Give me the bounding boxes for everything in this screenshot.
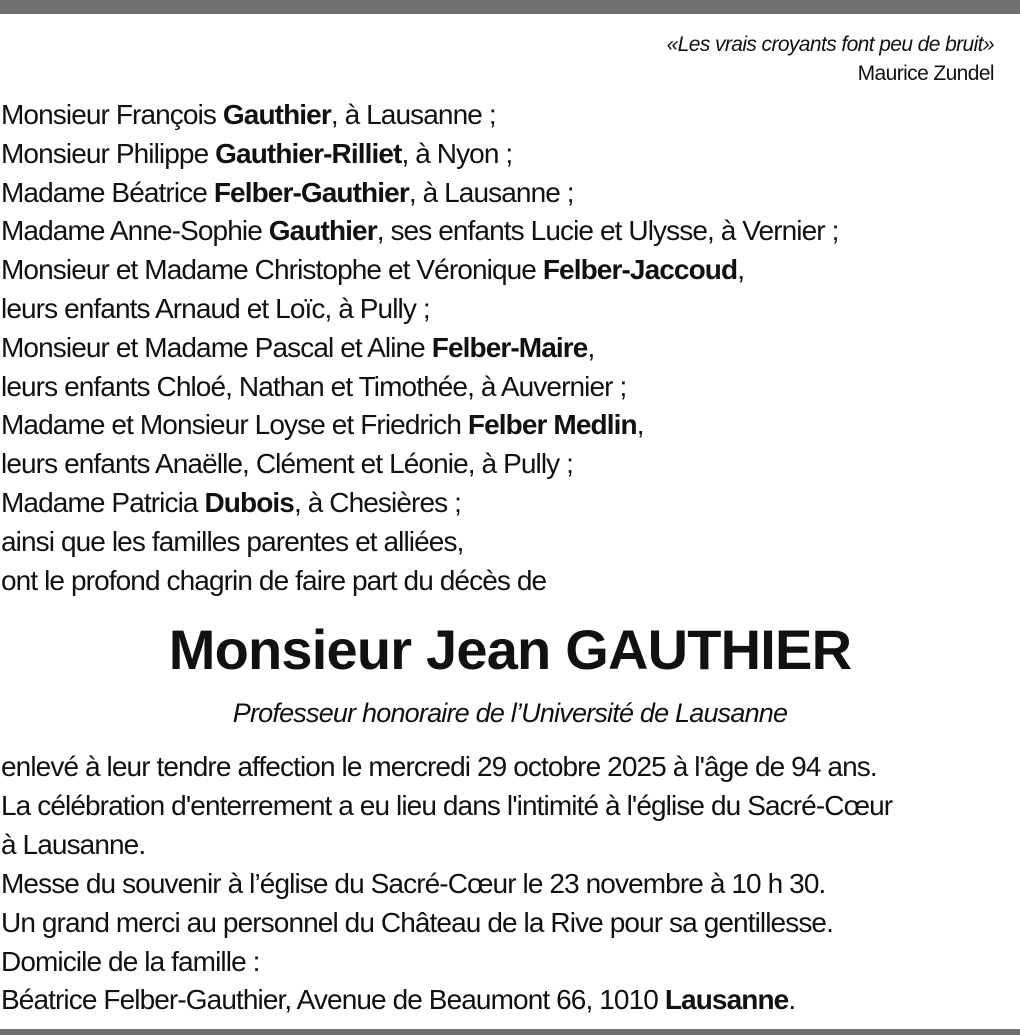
family-line: leurs enfants Arnaud et Loïc, à Pully ; — [1, 292, 430, 324]
family-line: Monsieur Philippe Gauthier-Rilliet, à Nyon ; — [1, 137, 513, 169]
family-line: Monsieur et Madame Christophe et Véronique Felber-Jaccoud, — [1, 254, 745, 286]
family-line: ont le profond chagrin de faire part du décès de — [1, 564, 547, 596]
epigraph-quote: «Les vrais croyants font peu de bruit» — [666, 33, 994, 56]
details-line: enlevé à leur tendre affection le mercredi 29 octobre 2025 à l'âge de 94 ans. — [1, 751, 877, 782]
family-line: Monsieur François Gauthier, à Lausanne ; — [1, 99, 496, 130]
family-line: Monsieur et Madame Pascal et Aline Felber-Maire, — [1, 331, 595, 363]
deceased-name: Monsieur Jean GAUTHIER — [168, 618, 852, 681]
family-line: leurs enfants Anaëlle, Clément et Léonie, à Pully ; — [1, 448, 574, 480]
family-line: Madame Béatrice Felber-Gauthier, à Lausanne ; — [1, 176, 574, 208]
details-line: La célébration d'enterrement a eu lieu dans l'intimité à l'église du Sacré-Cœur — [1, 789, 893, 821]
epigraph — [667, 30, 994, 88]
family-line: Madame Anne-Sophie Gauthier, ses enfants Lucie et Ulysse, à Vernier ; — [1, 215, 839, 247]
family-announcement-list — [1, 96, 1017, 600]
bottom-rule — [0, 1029, 1020, 1035]
details-line: Messe du souvenir à l’église du Sacré-Cœur le 23 novembre à 10 h 30. — [1, 867, 826, 899]
family-line: ainsi que les familles parentes et alliées, — [1, 525, 464, 557]
deceased-title: Professeur honoraire de l’Université de Lausanne — [232, 698, 788, 728]
epigraph-author: Maurice Zundel — [857, 62, 994, 85]
family-line: Madame Patricia Dubois, à Chesières ; — [1, 486, 461, 518]
announcement-details — [1, 748, 1017, 1020]
details-line: Béatrice Felber-Gauthier, Avenue de Beaumont 66, 1010 Lausanne. — [1, 984, 796, 1016]
top-rule — [0, 0, 1020, 14]
family-line: leurs enfants Chloé, Nathan et Timothée, à Auvernier ; — [1, 370, 627, 402]
details-line: Un grand merci au personnel du Château de la Rive pour sa gentillesse. — [1, 906, 833, 938]
details-line: à Lausanne. — [1, 828, 146, 860]
family-line: Madame et Monsieur Loyse et Friedrich Felber Medlin, — [1, 409, 644, 441]
details-line: Domicile de la famille : — [1, 945, 260, 977]
